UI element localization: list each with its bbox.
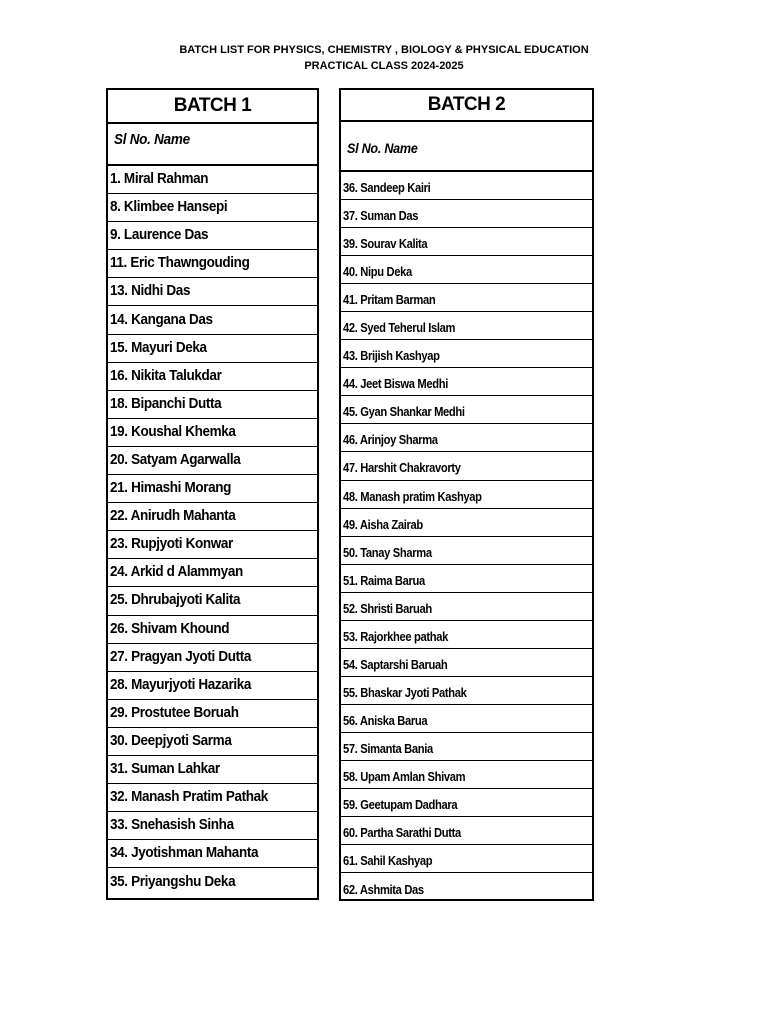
student-row — [341, 873, 592, 901]
student-entry: 18. Bipanchi Dutta — [110, 394, 222, 412]
student-entry: 42. Syed Teherul Islam — [343, 320, 456, 336]
student-entry: 62. Ashmita Das — [343, 881, 424, 897]
student-entry: 41. Pritam Barman — [343, 292, 436, 308]
student-entry: 51. Raima Barua — [343, 572, 425, 588]
student-entry: 46. Arinjoy Sharma — [343, 432, 438, 448]
student-entry: 53. Rajorkhee pathak — [343, 628, 448, 644]
student-row — [341, 396, 592, 424]
student-row — [341, 200, 592, 228]
student-entry: 40. Nipu Deka — [343, 264, 412, 280]
student-entry: 31. Suman Lahkar — [110, 760, 220, 778]
student-row — [108, 222, 317, 250]
batch-title: BATCH 2 — [341, 90, 592, 122]
student-row — [108, 728, 317, 756]
student-row — [341, 284, 592, 312]
student-row — [108, 840, 317, 868]
student-entry: 35. Priyangshu Deka — [110, 872, 236, 890]
student-entry: 54. Saptarshi Baruah — [343, 656, 448, 672]
student-entry: 50. Tanay Sharma — [343, 544, 432, 560]
student-row — [108, 559, 317, 587]
student-row — [341, 537, 592, 565]
student-entry: 39. Sourav Kalita — [343, 236, 428, 252]
batch-2-table — [339, 88, 594, 901]
student-entry: 19. Koushal Khemka — [110, 422, 236, 440]
student-row — [341, 228, 592, 256]
student-row — [108, 475, 317, 503]
student-entry: 43. Brijish Kashyap — [343, 348, 440, 364]
student-entry: 21. Himashi Morang — [110, 479, 232, 497]
student-row — [108, 531, 317, 559]
student-row — [341, 649, 592, 677]
student-row — [108, 700, 317, 728]
student-entry: 23. Rupjyoti Konwar — [110, 535, 233, 553]
student-entry: 56. Aniska Barua — [343, 712, 428, 728]
batch-title: BATCH 1 — [108, 90, 317, 124]
student-row — [108, 363, 317, 391]
student-entry: 9. Laurence Das — [110, 226, 209, 244]
student-entry: 22. Anirudh Mahanta — [110, 507, 236, 525]
column-header-text: Sl No. Name — [347, 140, 418, 156]
student-row — [341, 705, 592, 733]
student-entry: 44. Jeet Biswa Medhi — [343, 376, 448, 392]
student-row — [341, 340, 592, 368]
student-row — [108, 391, 317, 419]
student-entry: 28. Mayurjyoti Hazarika — [110, 675, 252, 693]
student-row — [341, 481, 592, 509]
student-entry: 33. Snehasish Sinha — [110, 816, 234, 834]
student-entry: 1. Miral Rahman — [110, 170, 209, 188]
student-row — [108, 616, 317, 644]
student-list — [341, 172, 592, 901]
student-row — [341, 424, 592, 452]
student-entry: 32. Manash Pratim Pathak — [110, 788, 268, 806]
student-row — [341, 845, 592, 873]
student-row — [341, 733, 592, 761]
student-entry: 20. Satyam Agarwalla — [110, 450, 241, 468]
student-row — [108, 306, 317, 334]
student-row — [341, 817, 592, 845]
student-row — [341, 621, 592, 649]
student-entry: 60. Partha Sarathi Dutta — [343, 825, 461, 841]
student-entry: 61. Sahil Kashyap — [343, 853, 433, 869]
column-header — [108, 124, 317, 166]
student-row — [341, 312, 592, 340]
student-entry: 34. Jyotishman Mahanta — [110, 844, 259, 862]
column-header-text: Sl No. Name — [114, 130, 190, 148]
student-row — [341, 256, 592, 284]
student-row — [108, 644, 317, 672]
student-entry: 47. Harshit Chakravorty — [343, 460, 461, 476]
student-entry: 15. Mayuri Deka — [110, 338, 207, 356]
student-row — [341, 172, 592, 200]
student-entry: 49. Aisha Zairab — [343, 516, 423, 532]
student-row — [108, 868, 317, 896]
student-entry: 13. Nidhi Das — [110, 282, 191, 300]
student-row — [108, 166, 317, 194]
student-row — [341, 761, 592, 789]
column-header — [341, 122, 592, 172]
student-entry: 37. Suman Das — [343, 208, 419, 224]
student-row — [341, 593, 592, 621]
student-entry: 14. Kangana Das — [110, 310, 213, 328]
student-entry: 29. Prostutee Boruah — [110, 703, 239, 721]
student-entry: 55. Bhaskar Jyoti Pathak — [343, 684, 467, 700]
student-entry: 45. Gyan Shankar Medhi — [343, 404, 465, 420]
student-entry: 48. Manash pratim Kashyap — [343, 488, 482, 504]
student-row — [108, 278, 317, 306]
student-entry: 36. Sandeep Kairi — [343, 180, 431, 196]
student-entry: 27. Pragyan Jyoti Dutta — [110, 647, 252, 665]
student-entry: 52. Shristi Baruah — [343, 600, 432, 616]
student-row — [108, 756, 317, 784]
student-row — [108, 335, 317, 363]
student-row — [108, 812, 317, 840]
student-entry: 8. Klimbee Hansepi — [110, 198, 228, 216]
student-entry: 24. Arkid d Alammyan — [110, 563, 243, 581]
student-row — [108, 587, 317, 615]
student-row — [108, 250, 317, 278]
student-entry: 25. Dhrubajyoti Kalita — [110, 591, 241, 609]
student-list — [108, 166, 317, 896]
batch-1-table — [106, 88, 319, 900]
document-title-line-2: PRACTICAL CLASS 2024-2025 — [304, 60, 464, 72]
student-row — [341, 789, 592, 817]
student-entry: 57. Simanta Bania — [343, 740, 433, 756]
student-entry: 58. Upam Amlan Shivam — [343, 769, 466, 784]
student-row — [341, 452, 592, 480]
student-entry: 16. Nikita Talukdar — [110, 366, 222, 384]
student-entry: 26. Shivam Khound — [110, 619, 230, 637]
student-row — [108, 672, 317, 700]
student-row — [108, 784, 317, 812]
student-row — [108, 503, 317, 531]
student-row — [108, 419, 317, 447]
document-title-line-1: BATCH LIST FOR PHYSICS, CHEMISTRY , BIOLOGY & PHYSICAL EDUCATION — [179, 44, 589, 56]
student-entry: 59. Geetupam Dadhara — [343, 797, 458, 813]
student-row — [341, 677, 592, 705]
student-row — [341, 509, 592, 537]
student-row — [341, 565, 592, 593]
student-row — [341, 368, 592, 396]
student-row — [108, 447, 317, 475]
student-entry: 11. Eric Thawngouding — [110, 254, 250, 272]
student-entry: 30. Deepjyoti Sarma — [110, 731, 232, 749]
student-row — [108, 194, 317, 222]
